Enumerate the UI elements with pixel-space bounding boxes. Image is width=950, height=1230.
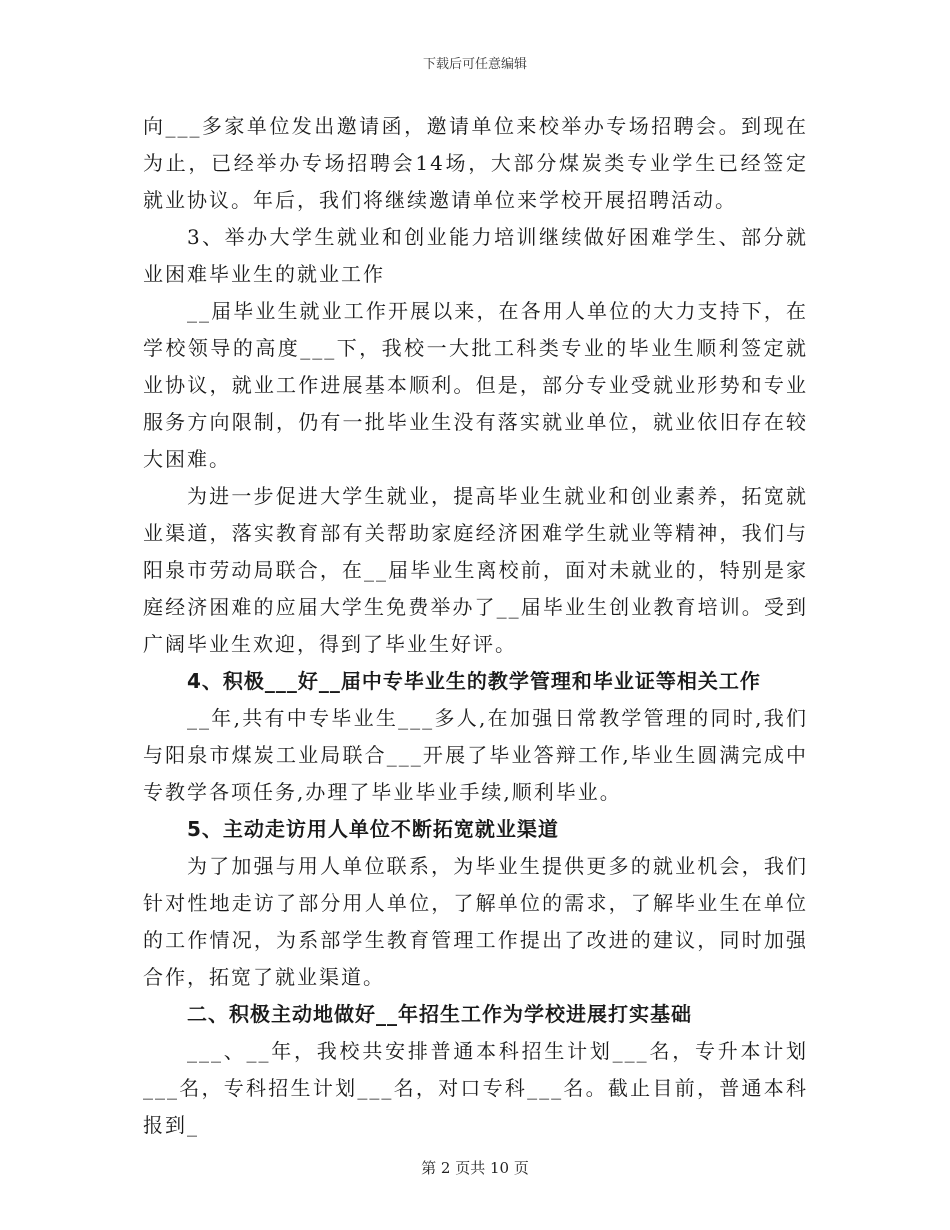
paragraph-item-3: 3、举办大学生就业和创业能力培训继续做好困难学生、部分就业困难毕业生的就业工作 [143,225,808,286]
section-heading-5: 5、主动走访用人单位不断拓宽就业渠道 [187,817,559,841]
document-body [143,108,808,1144]
paragraph-training: 为进一步促进大学生就业，提高毕业生就业和创业素养，拓宽就业渠道，落实教育部有关帮助家庭经济困难学生就业等精神，我们与阳泉市劳动局联合，在__届毕业生离校前，面对未就业的，特别是家庭经济困难的应届大学生免费举办了__届毕业生创业教育培训。受到广阔毕业生欢迎，得到了毕业生好评。 [143,484,808,656]
paragraph-enrollment-plan: ___、__年，我校共安排普通本科招生计划___名，专升本计划___名，专科招生计划___名，对口专科___名。截止目前，普通本科报到_ [143,1039,808,1137]
section-heading-4: 4、积极___好__届中专毕业生的教学管理和毕业证等相关工作 [187,669,761,693]
paragraph-vocational-graduates: __年,共有中专毕业生___多人,在加强日常教学管理的同时,我们与阳泉市煤炭工业局联合___开展了毕业答辩工作,毕业生圆满完成中专教学各项任务,办理了毕业毕业手续,顺利毕业。 [143,706,808,804]
paragraph-employer-visits: 为了加强与用人单位联系，为毕业生提供更多的就业机会，我们针对性地走访了部分用人单位，了解单位的需求，了解毕业生在单位的工作情况，为系部学生教育管理工作提出了改进的建议，同时加强合作，拓宽了就业渠道。 [143,854,808,989]
section-heading-enrollment: 二、积极主动地做好__年招生工作为学校进展打实基础 [187,1002,692,1026]
paragraph-employment-progress: __届毕业生就业工作开展以来，在各用人单位的大力支持下，在学校领导的高度___下，我校一大批工科类专业的毕业生顺利签定就业协议，就业工作进展基本顺利。但是，部分专业受就业形势和专业服务方向限制，仍有一批毕业生没有落实就业单位，就业依旧存在较大困难。 [143,299,808,471]
paragraph-continuation: 向___多家单位发出邀请函，邀请单位来校举办专场招聘会。到现在为止，已经举办专场招聘会14场，大部分煤炭类专业学生已经签定就业协议。年后，我们将继续邀请单位来学校开展招聘活动。 [143,114,808,212]
page-header: 下载后可任意编辑 [422,57,527,72]
page-number: 第 2 页共 10 页 [421,1159,529,1177]
